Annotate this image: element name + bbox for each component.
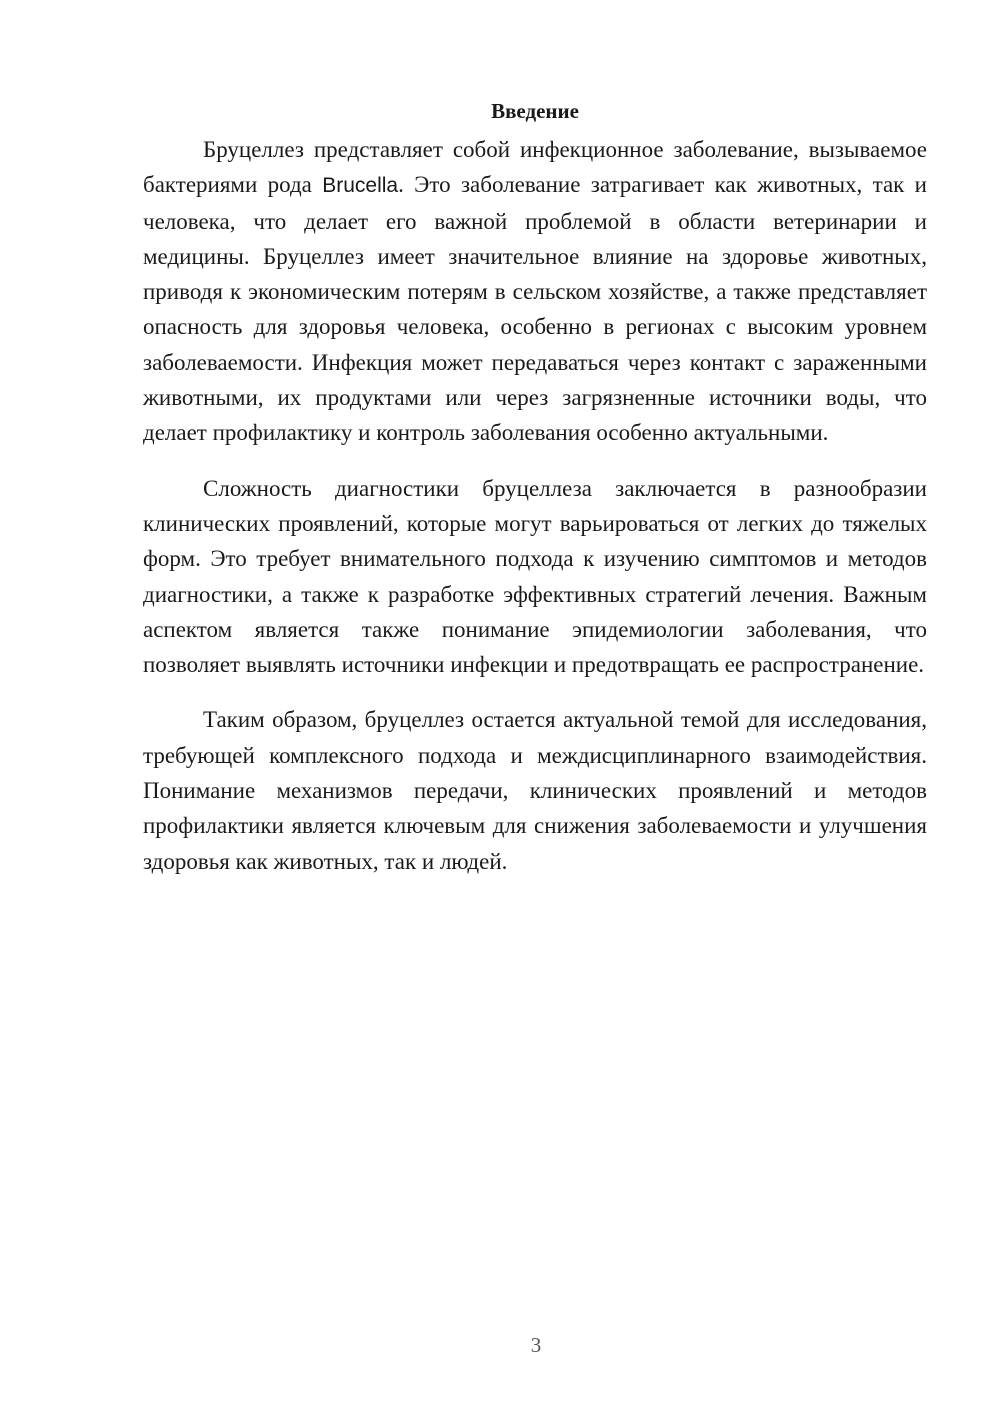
- section-heading: Введение: [491, 99, 579, 123]
- genus-name: Brucella: [322, 174, 399, 198]
- paragraph-intro: [143, 132, 927, 451]
- paragraph-diagnostics: Сложность диагностики бруцеллеза заключается в разнообразии клинических проявлений, которые могут варьироваться от легких до тяжелых форм. Это требует внимательного подхода к изучению симптомов и методов диагностики, а также к разработке эффективных стратегий лечения. Важным аспектом является также понимание эпидемиологии заболевания, что позволяет выявлять источники инфекции и предотвращать ее распространение.: [143, 475, 927, 678]
- paragraph-intro-text-start: Бруцеллез представляет собой инфекционное заболевание, вызываемое бактериями рода: [143, 137, 927, 198]
- document-page: [143, 96, 927, 899]
- page-number: 3: [530, 1333, 542, 1357]
- paragraph-intro-text-end: . Это заболевание затрагивает как животных, так и человека, что делает его важной проблемой в области ветеринарии и медицины. Бруцеллез имеет значительное влияние на здоровье животных, приводя к экономическим потерям в сельском хозяйстве, а также представляет опасность для здоровья человека, особенно в регионах с высоким уровнем заболеваемости. Инфекция может передаваться через контакт с зараженными животными, их продуктами или через загрязненные источники воды, что делает профилактику и контроль заболевания особенно актуальными.: [143, 172, 927, 446]
- paragraph-conclusion: Таким образом, бруцеллез остается актуальной темой для исследования, требующей комплексного подхода и междисциплинарного взаимодействия. Понимание механизмов передачи, клинических проявлений и методов профилактики является ключевым для снижения заболеваемости и улучшения здоровья как животных, так и людей.: [143, 707, 927, 874]
